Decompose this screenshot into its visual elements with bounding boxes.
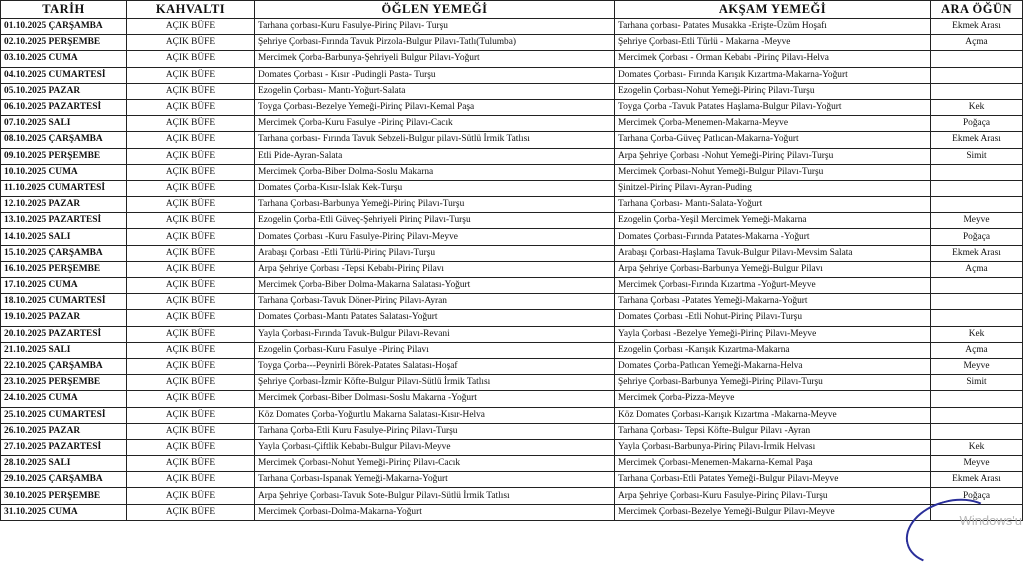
- date-cell: 10.10.2025 CUMA: [1, 164, 127, 180]
- date-cell: 26.10.2025 PAZAR: [1, 423, 127, 439]
- header-kahvalti: KAHVALTI: [127, 1, 255, 19]
- table-row: [1, 391, 1023, 407]
- breakfast-cell: AÇIK BÜFE: [127, 342, 255, 358]
- breakfast-cell: AÇIK BÜFE: [127, 51, 255, 67]
- dinner-cell: Arpa Şehriye Çorbası -Nohut Yemeği-Pirinç Pilavı-Turşu: [615, 148, 931, 164]
- dinner-cell: Arpa Şehriye Çorbası-Barbunya Yemeği-Bulgur Pilavı: [615, 261, 931, 277]
- date-cell: 24.10.2025 CUMA: [1, 391, 127, 407]
- lunch-cell: Ezogelin Çorbası- Mantı-Yoğurt-Salata: [255, 83, 615, 99]
- lunch-cell: Arabaşı Çorbası -Etli Türlü-Pirinç Pilavı-Turşu: [255, 245, 615, 261]
- breakfast-cell: AÇIK BÜFE: [127, 423, 255, 439]
- date-cell: 09.10.2025 PERŞEMBE: [1, 148, 127, 164]
- windows-watermark: Windows'u: [959, 513, 1022, 528]
- snack-cell: Poğaça: [931, 488, 1023, 504]
- date-cell: 11.10.2025 CUMARTESİ: [1, 180, 127, 196]
- dinner-cell: Mercimek Çorba-Menemen-Makarna-Meyve: [615, 116, 931, 132]
- lunch-cell: Şehriye Çorbası-İzmir Köfte-Bulgur Pilavı-Sütlü İrmik Tatlısı: [255, 375, 615, 391]
- header-aksam: AKŞAM YEMEĞİ: [615, 1, 931, 19]
- date-cell: 19.10.2025 PAZAR: [1, 310, 127, 326]
- table-row: [1, 197, 1023, 213]
- dinner-cell: Yayla Çorbası -Bezelye Yemeği-Pirinç Pilavı-Meyve: [615, 326, 931, 342]
- dinner-cell: Domates Çorba-Patlıcan Yemeği-Makarna-Helva: [615, 358, 931, 374]
- table-row: [1, 132, 1023, 148]
- breakfast-cell: AÇIK BÜFE: [127, 488, 255, 504]
- lunch-cell: Toyga Çorbası-Bezelye Yemeği-Pirinç Pilavı-Kemal Paşa: [255, 99, 615, 115]
- breakfast-cell: AÇIK BÜFE: [127, 504, 255, 520]
- date-cell: 29.10.2025 ÇARŞAMBA: [1, 472, 127, 488]
- dinner-cell: Mercimek Çorbası-Nohut Yemeği-Bulgur Pilavı-Turşu: [615, 164, 931, 180]
- table-row: [1, 99, 1023, 115]
- dinner-cell: Köz Domates Çorbası-Karışık Kızartma -Makarna-Meyve: [615, 407, 931, 423]
- dinner-cell: Ezogelin Çorbası -Karışık Kızartma-Makarna: [615, 342, 931, 358]
- lunch-cell: Ezogelin Çorbası-Kuru Fasulye -Pirinç Pilavı: [255, 342, 615, 358]
- date-cell: 28.10.2025 SALI: [1, 456, 127, 472]
- breakfast-cell: AÇIK BÜFE: [127, 439, 255, 455]
- table-row: [1, 407, 1023, 423]
- header-oglen: ÖĞLEN YEMEĞİ: [255, 1, 615, 19]
- lunch-cell: Domates Çorba-Kısır-Islak Kek-Turşu: [255, 180, 615, 196]
- snack-cell: Açma: [931, 35, 1023, 51]
- snack-cell: Meyve: [931, 358, 1023, 374]
- lunch-cell: Domates Çorbası-Mantı Patates Salatası-Yoğurt: [255, 310, 615, 326]
- lunch-cell: Tarhana Çorba-Etli Kuru Fasulye-Pirinç Pilavı-Turşu: [255, 423, 615, 439]
- snack-cell: [931, 197, 1023, 213]
- dinner-cell: Yayla Çorbası-Barbunya-Pirinç Pilavı-İrmik Helvası: [615, 439, 931, 455]
- dinner-cell: Tarhana Çorbası-Etli Patates Yemeği-Bulgur Pilavı-Meyve: [615, 472, 931, 488]
- lunch-cell: Mercimek Çorbası-Biber Dolması-Soslu Makarna -Yoğurt: [255, 391, 615, 407]
- date-cell: 08.10.2025 ÇARŞAMBA: [1, 132, 127, 148]
- lunch-cell: Yayla Çorbası-Fırında Tavuk-Bulgur Pilavı-Revani: [255, 326, 615, 342]
- snack-cell: [931, 310, 1023, 326]
- date-cell: 16.10.2025 PERŞEMBE: [1, 261, 127, 277]
- table-row: [1, 213, 1023, 229]
- snack-cell: Kek: [931, 99, 1023, 115]
- date-cell: 17.10.2025 CUMA: [1, 278, 127, 294]
- table-row: [1, 439, 1023, 455]
- lunch-cell: Tarhana çorbası- Fırında Tavuk Sebzeli-Bulgur pilavı-Sütlü İrmik Tatlısı: [255, 132, 615, 148]
- table-row: [1, 310, 1023, 326]
- table-row: [1, 504, 1023, 520]
- lunch-cell: Mercimek Çorba-Kuru Fasulye -Pirinç Pilavı-Cacık: [255, 116, 615, 132]
- snack-cell: [931, 83, 1023, 99]
- table-row: [1, 35, 1023, 51]
- snack-cell: [931, 180, 1023, 196]
- table-row: [1, 180, 1023, 196]
- breakfast-cell: AÇIK BÜFE: [127, 472, 255, 488]
- breakfast-cell: AÇIK BÜFE: [127, 197, 255, 213]
- lunch-cell: Mercimek Çorba-Biber Dolma-Soslu Makarna: [255, 164, 615, 180]
- breakfast-cell: AÇIK BÜFE: [127, 358, 255, 374]
- snack-cell: Ekmek Arası: [931, 472, 1023, 488]
- lunch-cell: Ezogelin Çorba-Etli Güveç-Şehriyeli Pirinç Pilavı-Turşu: [255, 213, 615, 229]
- breakfast-cell: AÇIK BÜFE: [127, 375, 255, 391]
- snack-cell: Ekmek Arası: [931, 245, 1023, 261]
- date-cell: 20.10.2025 PAZARTESİ: [1, 326, 127, 342]
- table-row: [1, 326, 1023, 342]
- snack-cell: Meyve: [931, 213, 1023, 229]
- breakfast-cell: AÇIK BÜFE: [127, 261, 255, 277]
- lunch-cell: Arpa Şehriye Çorbası-Tavuk Sote-Bulgur Pilavı-Sütlü İrmik Tatlısı: [255, 488, 615, 504]
- lunch-cell: Mercimek Çorbası-Dolma-Makarna-Yoğurt: [255, 504, 615, 520]
- dinner-cell: Mercimek Çorbası - Orman Kebabı -Pirinç Pilavı-Helva: [615, 51, 931, 67]
- breakfast-cell: AÇIK BÜFE: [127, 67, 255, 83]
- dinner-cell: Ezogelin Çorba-Yeşil Mercimek Yemeği-Makarna: [615, 213, 931, 229]
- lunch-cell: Mercimek Çorba-Biber Dolma-Makarna Salatası-Yoğurt: [255, 278, 615, 294]
- snack-cell: Ekmek Arası: [931, 19, 1023, 35]
- header-tarih: TARİH: [1, 1, 127, 19]
- snack-cell: Kek: [931, 326, 1023, 342]
- table-row: [1, 67, 1023, 83]
- dinner-cell: Tarhana Çorbası- Mantı-Salata-Yoğurt: [615, 197, 931, 213]
- dinner-cell: Şinitzel-Pirinç Pilavı-Ayran-Puding: [615, 180, 931, 196]
- date-cell: 14.10.2025 SALI: [1, 229, 127, 245]
- lunch-cell: Domates Çorbası -Kuru Fasulye-Pirinç Pilavı-Meyve: [255, 229, 615, 245]
- date-cell: 15.10.2025 ÇARŞAMBA: [1, 245, 127, 261]
- header-ara: ARA ÖĞÜN: [931, 1, 1023, 19]
- dinner-cell: Domates Çorbası-Fırında Patates-Makarna -Yoğurt: [615, 229, 931, 245]
- breakfast-cell: AÇIK BÜFE: [127, 180, 255, 196]
- table-row: [1, 294, 1023, 310]
- snack-cell: Poğaça: [931, 229, 1023, 245]
- breakfast-cell: AÇIK BÜFE: [127, 99, 255, 115]
- snack-cell: Ekmek Arası: [931, 132, 1023, 148]
- date-cell: 06.10.2025 PAZARTESİ: [1, 99, 127, 115]
- date-cell: 01.10.2025 ÇARŞAMBA: [1, 19, 127, 35]
- lunch-cell: Domates Çorbası - Kısır -Pudingli Pasta- Turşu: [255, 67, 615, 83]
- lunch-cell: Etli Pide-Ayran-Salata: [255, 148, 615, 164]
- lunch-cell: Tarhana çorbası-Kuru Fasulye-Pirinç Pilavı- Turşu: [255, 19, 615, 35]
- breakfast-cell: AÇIK BÜFE: [127, 278, 255, 294]
- date-cell: 30.10.2025 PERŞEMBE: [1, 488, 127, 504]
- dinner-cell: Mercimek Çorbası-Menemen-Makarna-Kemal Paşa: [615, 456, 931, 472]
- dinner-cell: Mercimek Çorbası-Bezelye Yemeği-Bulgur Pilavı-Meyve: [615, 504, 931, 520]
- snack-cell: [931, 294, 1023, 310]
- table-row: [1, 229, 1023, 245]
- snack-cell: [931, 164, 1023, 180]
- table-row: [1, 245, 1023, 261]
- breakfast-cell: AÇIK BÜFE: [127, 164, 255, 180]
- dinner-cell: Şehriye Çorbası-Barbunya Yemeği-Pirinç Pilavı-Turşu: [615, 375, 931, 391]
- dinner-cell: Tarhana çorbası- Patates Musakka -Erişte-Üzüm Hoşafı: [615, 19, 931, 35]
- breakfast-cell: AÇIK BÜFE: [127, 83, 255, 99]
- table-row: [1, 278, 1023, 294]
- lunch-cell: Mercimek Çorba-Barbunya-Şehriyeli Bulgur Pilavı-Yoğurt: [255, 51, 615, 67]
- dinner-cell: Şehriye Çorbası-Etli Türlü - Makarna -Meyve: [615, 35, 931, 51]
- table-row: [1, 375, 1023, 391]
- breakfast-cell: AÇIK BÜFE: [127, 213, 255, 229]
- date-cell: 02.10.2025 PERŞEMBE: [1, 35, 127, 51]
- breakfast-cell: AÇIK BÜFE: [127, 132, 255, 148]
- table-row: [1, 116, 1023, 132]
- dinner-cell: Tarhana Çorbası- Tepsi Köfte-Bulgur Pilavı -Ayran: [615, 423, 931, 439]
- date-cell: 04.10.2025 CUMARTESİ: [1, 67, 127, 83]
- date-cell: 07.10.2025 SALI: [1, 116, 127, 132]
- breakfast-cell: AÇIK BÜFE: [127, 456, 255, 472]
- lunch-cell: Köz Domates Çorba-Yoğurtlu Makarna Salatası-Kısır-Helva: [255, 407, 615, 423]
- dinner-cell: Tarhana Çorba-Güveç Patlıcan-Makarna-Yoğurt: [615, 132, 931, 148]
- lunch-cell: Yayla Çorbası-Çiftlik Kebabı-Bulgur Pilavı-Meyve: [255, 439, 615, 455]
- date-cell: 03.10.2025 CUMA: [1, 51, 127, 67]
- breakfast-cell: AÇIK BÜFE: [127, 326, 255, 342]
- dinner-cell: Arpa Şehriye Çorbası-Kuru Fasulye-Pirinç Pilavı-Turşu: [615, 488, 931, 504]
- snack-cell: Simit: [931, 375, 1023, 391]
- lunch-cell: Arpa Şehriye Çorbası -Tepsi Kebabı-Pirinç Pilavı: [255, 261, 615, 277]
- dinner-cell: Mercimek Çorba-Pizza-Meyve: [615, 391, 931, 407]
- table-row: [1, 51, 1023, 67]
- breakfast-cell: AÇIK BÜFE: [127, 407, 255, 423]
- table-row: [1, 423, 1023, 439]
- date-cell: 23.10.2025 PERŞEMBE: [1, 375, 127, 391]
- table-row: [1, 83, 1023, 99]
- snack-cell: [931, 391, 1023, 407]
- snack-cell: [931, 423, 1023, 439]
- date-cell: 12.10.2025 PAZAR: [1, 197, 127, 213]
- dinner-cell: Domates Çorbası -Etli Nohut-Pirinç Pilavı-Turşu: [615, 310, 931, 326]
- table-row: [1, 261, 1023, 277]
- table-row: [1, 472, 1023, 488]
- dinner-cell: Toyga Çorba -Tavuk Patates Haşlama-Bulgur Pilavı-Yoğurt: [615, 99, 931, 115]
- snack-cell: [931, 407, 1023, 423]
- breakfast-cell: AÇIK BÜFE: [127, 245, 255, 261]
- date-cell: 25.10.2025 CUMARTESİ: [1, 407, 127, 423]
- date-cell: 18.10.2025 CUMARTESİ: [1, 294, 127, 310]
- dinner-cell: Ezogelin Çorbası-Nohut Yemeği-Pirinç Pilavı-Turşu: [615, 83, 931, 99]
- lunch-cell: Şehriye Çorbası-Fırında Tavuk Pirzola-Bulgur Pilavı-Tatlı(Tulumba): [255, 35, 615, 51]
- table-row: [1, 342, 1023, 358]
- header-row: [1, 1, 1023, 19]
- breakfast-cell: AÇIK BÜFE: [127, 19, 255, 35]
- lunch-cell: Toyga Çorba---Peynirli Börek-Patates Salatası-Hoşaf: [255, 358, 615, 374]
- lunch-cell: Tarhana Çorbası-Tavuk Döner-Pirinç Pilavı-Ayran: [255, 294, 615, 310]
- breakfast-cell: AÇIK BÜFE: [127, 35, 255, 51]
- breakfast-cell: AÇIK BÜFE: [127, 148, 255, 164]
- breakfast-cell: AÇIK BÜFE: [127, 310, 255, 326]
- date-cell: 27.10.2025 PAZARTESİ: [1, 439, 127, 455]
- snack-cell: Simit: [931, 148, 1023, 164]
- snack-cell: [931, 67, 1023, 83]
- lunch-cell: Tarhana Çorbası-Barbunya Yemeği-Pirinç Pilavı-Turşu: [255, 197, 615, 213]
- table-row: [1, 148, 1023, 164]
- snack-cell: Meyve: [931, 456, 1023, 472]
- table-row: [1, 488, 1023, 504]
- date-cell: 31.10.2025 CUMA: [1, 504, 127, 520]
- table-row: [1, 358, 1023, 374]
- dinner-cell: Domates Çorbası- Fırında Karışık Kızartma-Makarna-Yoğurt: [615, 67, 931, 83]
- table-row: [1, 164, 1023, 180]
- snack-cell: [931, 278, 1023, 294]
- dinner-cell: Mercimek Çorbası-Fırında Kızartma -Yoğurt-Meyve: [615, 278, 931, 294]
- date-cell: 22.10.2025 ÇARŞAMBA: [1, 358, 127, 374]
- date-cell: 05.10.2025 PAZAR: [1, 83, 127, 99]
- breakfast-cell: AÇIK BÜFE: [127, 391, 255, 407]
- snack-cell: Açma: [931, 342, 1023, 358]
- breakfast-cell: AÇIK BÜFE: [127, 294, 255, 310]
- snack-cell: Açma: [931, 261, 1023, 277]
- snack-cell: Kek: [931, 439, 1023, 455]
- table-row: [1, 19, 1023, 35]
- breakfast-cell: AÇIK BÜFE: [127, 116, 255, 132]
- snack-cell: Poğaça: [931, 116, 1023, 132]
- dinner-cell: Tarhana Çorbası -Patates Yemeği-Makarna-Yoğurt: [615, 294, 931, 310]
- lunch-cell: Tarhana Çorbası-Ispanak Yemeği-Makarna-Yoğurt: [255, 472, 615, 488]
- dinner-cell: Arabaşı Çorbası-Haşlama Tavuk-Bulgur Pilavı-Mevsim Salata: [615, 245, 931, 261]
- table-row: [1, 456, 1023, 472]
- snack-cell: [931, 51, 1023, 67]
- date-cell: 21.10.2025 SALI: [1, 342, 127, 358]
- breakfast-cell: AÇIK BÜFE: [127, 229, 255, 245]
- date-cell: 13.10.2025 PAZARTESİ: [1, 213, 127, 229]
- lunch-cell: Mercimek Çorbası-Nohut Yemeği-Pirinç Pilavı-Cacık: [255, 456, 615, 472]
